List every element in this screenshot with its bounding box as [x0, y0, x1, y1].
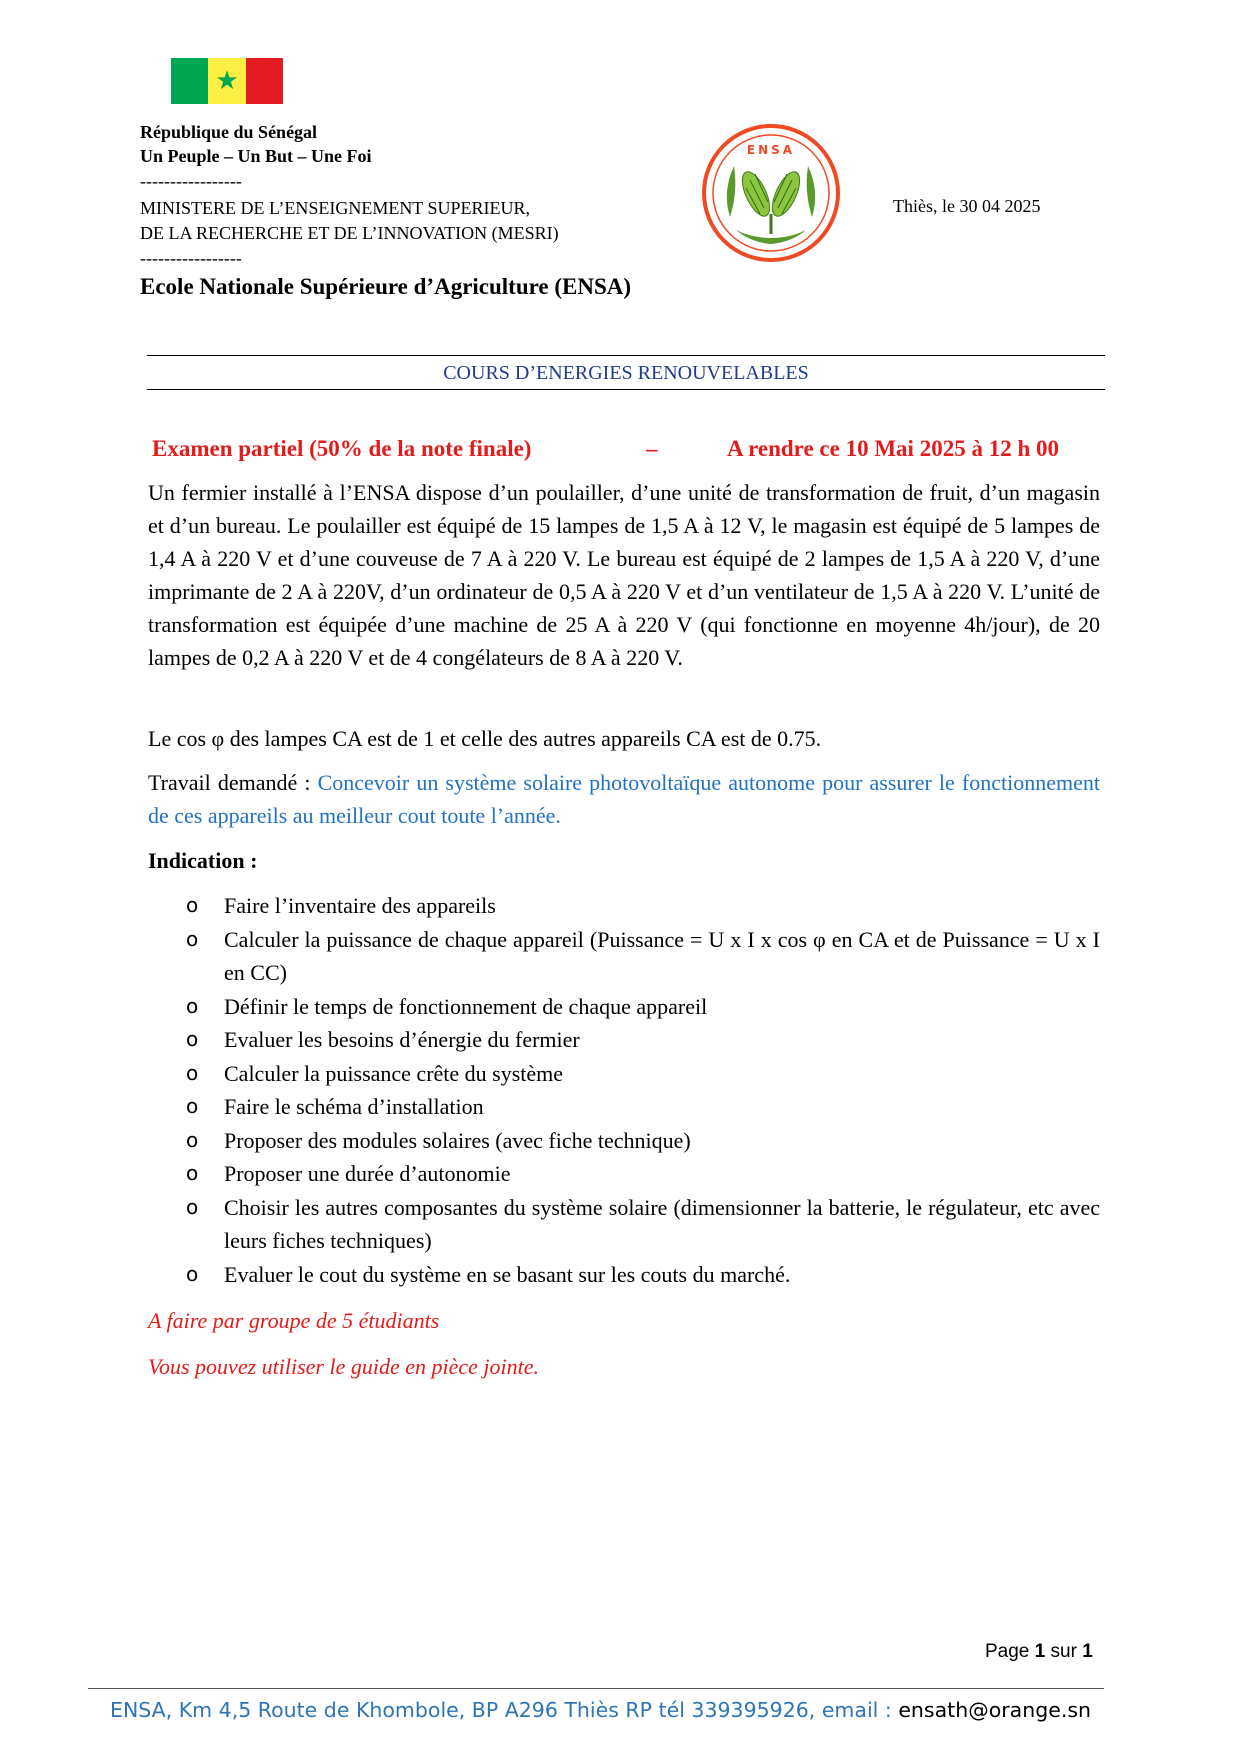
course-title: COURS D’ENERGIES RENOUVELABLES: [443, 362, 809, 384]
list-item: [186, 889, 1100, 923]
bullet-icon: o: [186, 993, 199, 1018]
cos-phi-paragraph: Le cos φ des lampes CA est de 1 et celle des autres appareils CA est de 0.75.: [148, 726, 822, 751]
page-current: 1: [1034, 1641, 1046, 1662]
flag-red-stripe: [246, 58, 283, 104]
exam-deadline: A rendre ce 10 Mai 2025 à 12 h 00: [727, 436, 1059, 461]
page-number: [985, 1641, 1093, 1663]
ministry-line-1: MINISTERE DE L’ENSEIGNEMENT SUPERIEUR,: [140, 198, 530, 218]
list-item-text: Evaluer le cout du système en se basant sur les couts du marché.: [224, 1261, 791, 1287]
list-item: [186, 1157, 1100, 1191]
flag-yellow-stripe: [208, 58, 245, 104]
bullet-icon: o: [186, 1094, 199, 1118]
exam-label: Examen partiel (50% de la note finale): [152, 436, 532, 461]
footer-rule: [88, 1688, 1104, 1689]
senegal-flag: [171, 58, 283, 104]
list-item: [186, 1023, 1100, 1057]
list-item: [186, 923, 1100, 990]
header-separator-2: -----------------: [140, 248, 242, 268]
list-item-text: Choisir les autres composantes du système solaire (dimensionner la batterie, le régulateur, etc avec leurs fiches techniques): [224, 1194, 1100, 1253]
indication-list: [186, 889, 1100, 1291]
bullet-icon: o: [186, 1161, 199, 1185]
bullet-icon: o: [186, 1194, 199, 1219]
bullet-icon: o: [186, 1060, 199, 1085]
task-text: Concevoir un système solaire photovoltaïque autonome pour assurer le fonctionnement de ces appareils au meilleur cout toute l’année.: [148, 770, 1100, 828]
flag-green-stripe: [171, 58, 208, 104]
task-paragraph: [148, 766, 1100, 832]
task-label: Travail demandé :: [148, 770, 318, 795]
footer-address-text: ENSA, Km 4,5 Route de Khombole, BP A296 Thiès RP tél 339395926, email :: [110, 1698, 899, 1722]
list-item-text: Evaluer les besoins d’énergie du fermier: [224, 1027, 580, 1052]
list-item-text: Proposer une durée d’autonomie: [224, 1161, 511, 1186]
bullet-icon: o: [186, 1261, 199, 1286]
list-item: [186, 1258, 1100, 1292]
list-item-text: Calculer la puissance de chaque appareil (Puissance = U x I x cos φ en CA et de Puissance = U x I en CC): [224, 926, 1100, 985]
indication-title: Indication :: [148, 848, 258, 873]
list-item-text: Faire le schéma d’installation: [224, 1094, 484, 1119]
header-separator: -----------------: [140, 171, 242, 191]
star-icon: ★: [215, 66, 239, 96]
bullet-icon: o: [186, 1027, 199, 1051]
bullet-icon: o: [186, 1127, 199, 1152]
country-name: République du Sénégal: [140, 122, 318, 142]
bullet-icon: o: [186, 893, 199, 917]
list-item-text: Proposer des modules solaires (avec fiche technique): [224, 1127, 691, 1153]
list-item-text: Calculer la puissance crête du système: [224, 1060, 564, 1086]
list-item: [186, 990, 1100, 1024]
bullet-icon: o: [186, 926, 199, 951]
list-item: [186, 1124, 1100, 1158]
page-prefix: Page: [985, 1641, 1035, 1662]
list-item: [186, 1191, 1100, 1258]
page-total: 1: [1082, 1641, 1093, 1662]
list-item: [186, 1057, 1100, 1091]
title-rule-bottom: [147, 389, 1105, 390]
list-item-text: Faire l’inventaire des appareils: [224, 893, 496, 918]
national-motto: Un Peuple – Un But – Une Foi: [140, 146, 372, 166]
list-item-text: Définir le temps de fonctionnement de chaque appareil: [224, 993, 708, 1019]
document-date: Thiès, le 30 04 2025: [893, 196, 1041, 216]
group-note: A faire par groupe de 5 étudiants: [148, 1308, 440, 1333]
logo-text: ENSA: [746, 143, 796, 157]
page-middle: sur: [1045, 1641, 1083, 1662]
guide-note: Vous pouvez utiliser le guide en pièce jointe.: [148, 1354, 540, 1379]
exam-dash: –: [646, 436, 658, 461]
intro-paragraph: Un fermier installé à l’ENSA dispose d’un poulailler, d’une unité de transformation de fruit, d’un magasin et d’un bureau. Le poulailler est équipé de 15 lampes de 1,5 A à 12 V, le magasin est équipé de 5 lampes de 1,4 A à 220 V et d’une couveuse de 7 A à 220 V. Le bureau est équipé de 2 lampes de 1,5 A à 220 V, d’une imprimante de 2 A à 220V, d’un ordinateur de 0,5 A à 220 V et d’un ventilateur de 1,5 A à 220 V. L’unité de transformation est équipée d’une machine de 25 A à 220 V (qui fonctionne en moyenne 4h/jour), de 20 lampes de 0,2 A à 220 V et de 4 congélateurs de 8 A à 220 V.: [148, 480, 1100, 670]
school-name: Ecole Nationale Supérieure d’Agriculture (ENSA): [140, 274, 632, 299]
footer-email[interactable]: ensath@orange.sn: [898, 1698, 1092, 1722]
footer-address: [110, 1698, 1091, 1722]
title-rule-top: [147, 355, 1105, 356]
ministry-line-2: DE LA RECHERCHE ET DE L’INNOVATION (MESRI): [140, 223, 559, 243]
list-item: [186, 1090, 1100, 1124]
ensa-logo: [700, 122, 842, 264]
